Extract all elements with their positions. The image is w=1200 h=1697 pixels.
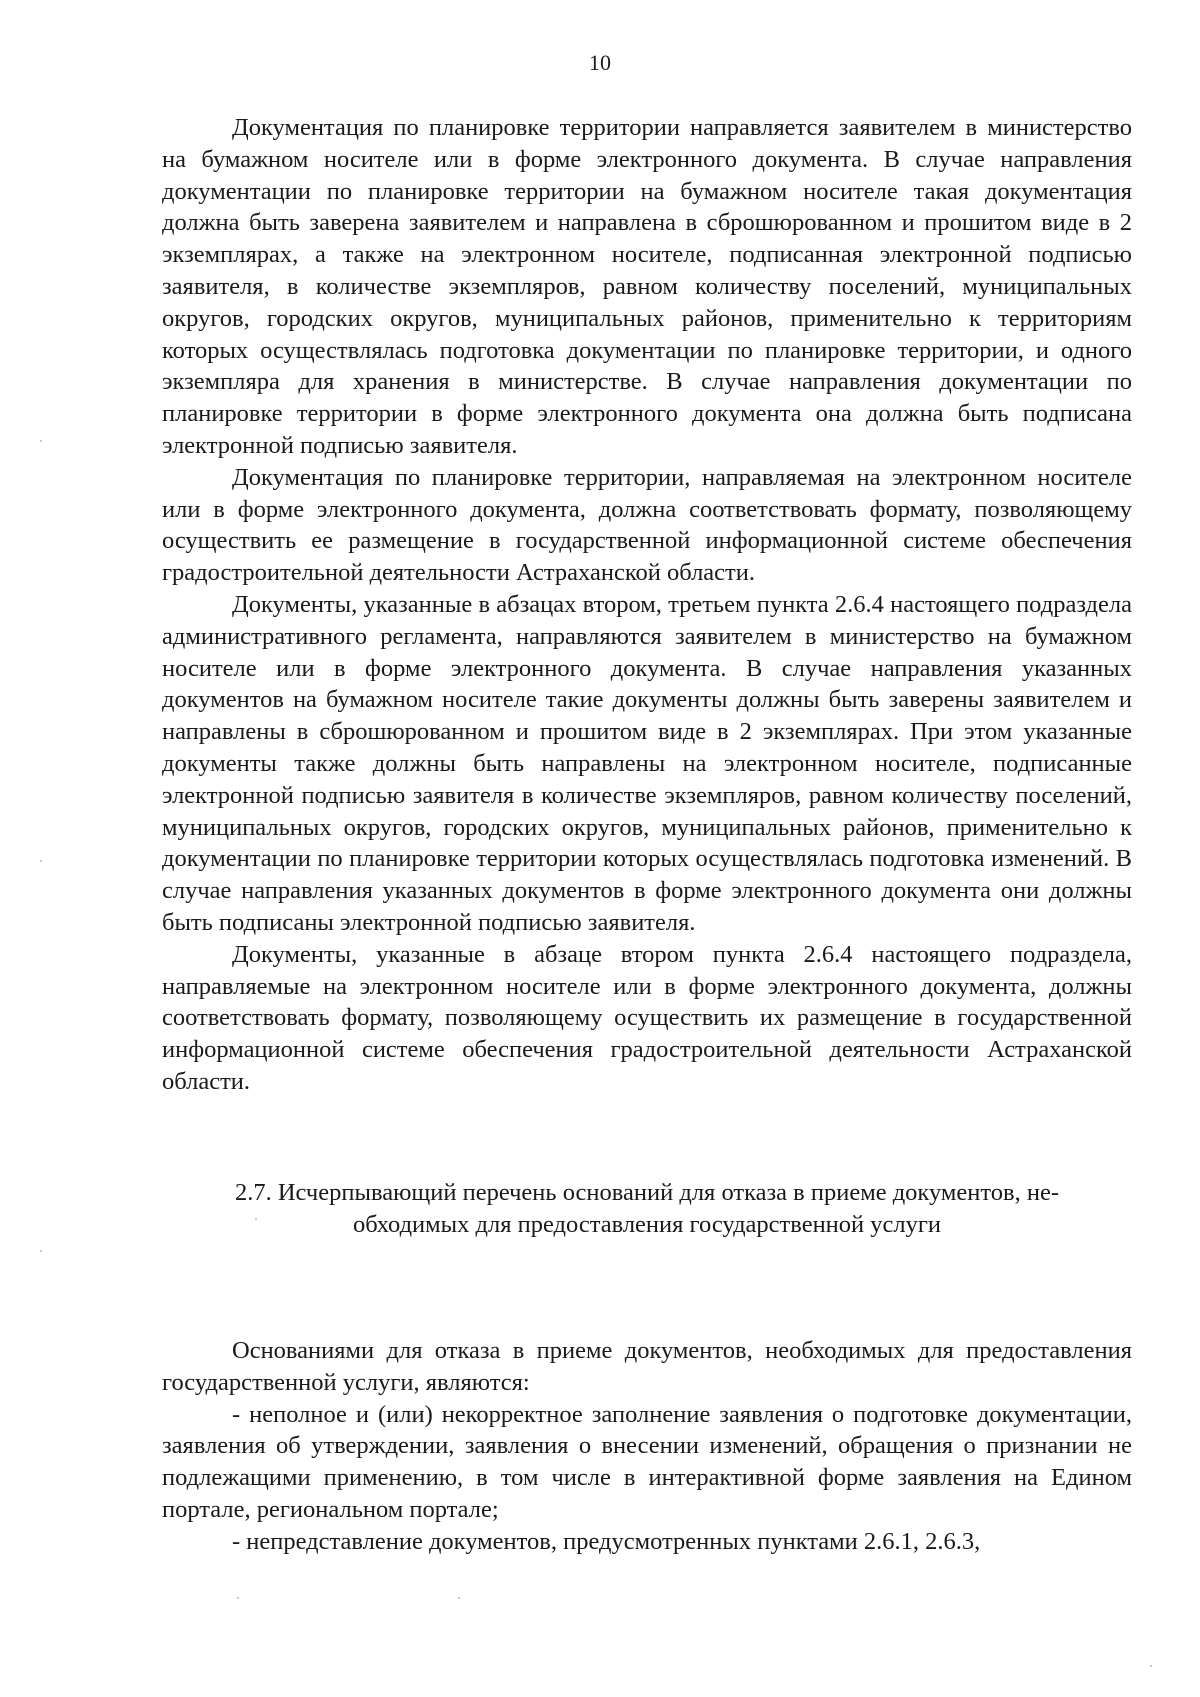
paragraph-3: Документы, указанные в абзацах втором, третьем пункта 2.6.4 настоящего подраздела административного регламента, направляются заявителем в министерство на бумажном носителе или в форме электронного документа. В случае направления указанных документов на бумажном носителе такие документы должны быть заверены заявителем и направлены в сброшюрованном и прошитом виде в 2 экземплярах. При этом указанные документы также должны быть направлены на электронном носителе, подписанные электронной подписью заявителя в количестве экземпляров, равном количеству поселений, муниципальных округов, городских округов, муниципальных районов, применительно к документации по планировке территории которых осуществлялась подготовка изменений. В случае направления указанных документов в форме электронного документа они должны быть подписаны электронной подписью заявителя. <box>162 590 1132 936</box>
scan-speck <box>40 860 42 862</box>
scan-speck <box>255 1218 257 1220</box>
paragraph-4: Документы, указанные в абзаце втором пункта 2.6.4 настоящего подраздела, направляемые на электронном носителе или в форме электронного документа, должны соответствовать формату, позволяющему осуществить их размещение в государственной информационной системе обеспечения градостроительной деятельности Астраханской области. <box>162 940 1132 1095</box>
scan-speck <box>40 1250 42 1252</box>
list-item: - непредставление документов, предусмотренных пунктами 2.6.1, 2.6.3, <box>232 1527 981 1555</box>
section-heading <box>162 1177 1132 1241</box>
scan-speck <box>458 1597 460 1599</box>
document-body <box>162 112 1132 1098</box>
page-number: 10 <box>589 50 611 75</box>
paragraph-2: Документация по планировке территории, направляемая на электронном носителе или в форме электронного документа, должна соответствовать формату, позволяющему осуществить ее размещение в государственной информационной системе обеспечения градостроительной деятельности Астраханской области. <box>162 463 1132 587</box>
refusal-intro: Основаниями для отказа в приеме документов, необходимых для предоставления государственной услуги, являются: <box>162 1337 1132 1396</box>
scan-speck <box>237 1597 239 1599</box>
refusal-grounds <box>162 1335 1132 1558</box>
section-heading-line-2: обходимых для предоставления государственной услуги <box>352 1210 942 1238</box>
scan-speck <box>1150 1665 1152 1667</box>
section-heading-line-1: 2.7. Исчерпывающий перечень оснований для отказа в приеме документов, не- <box>234 1179 1060 1206</box>
list-item: - неполное и (или) некорректное заполнение заявления о подготовке документации, заявления об утверждении, заявления о внесении изменений, обращения о признании не подлежащими применению, в том числе в интерактивной форме заявления на Едином портале, региональном портале; <box>162 1400 1132 1523</box>
paragraph-1: Документация по планировке территории направляется заявителем в министерство на бумажном носителе или в форме электронного документа. В случае направления документации по планировке территории на бумажном носителе такая документация должна быть заверена заявителем и направлена в сброшюрованном и прошитом виде в 2 экземплярах, а также на электронном носителе, подписанная электронной подписью заявителя, в количестве экземпляров, равном количеству поселений, муниципальных округов, городских округов, муниципальных районов, применительно к территориям которых осуществлялась подготовка документации по планировке территории, и одного экземпляра для хранения в министерстве. В случае направления документации по планировке территории в форме электронного документа она должна быть подписана электронной подписью заявителя. <box>162 114 1132 459</box>
scan-speck <box>40 440 42 442</box>
